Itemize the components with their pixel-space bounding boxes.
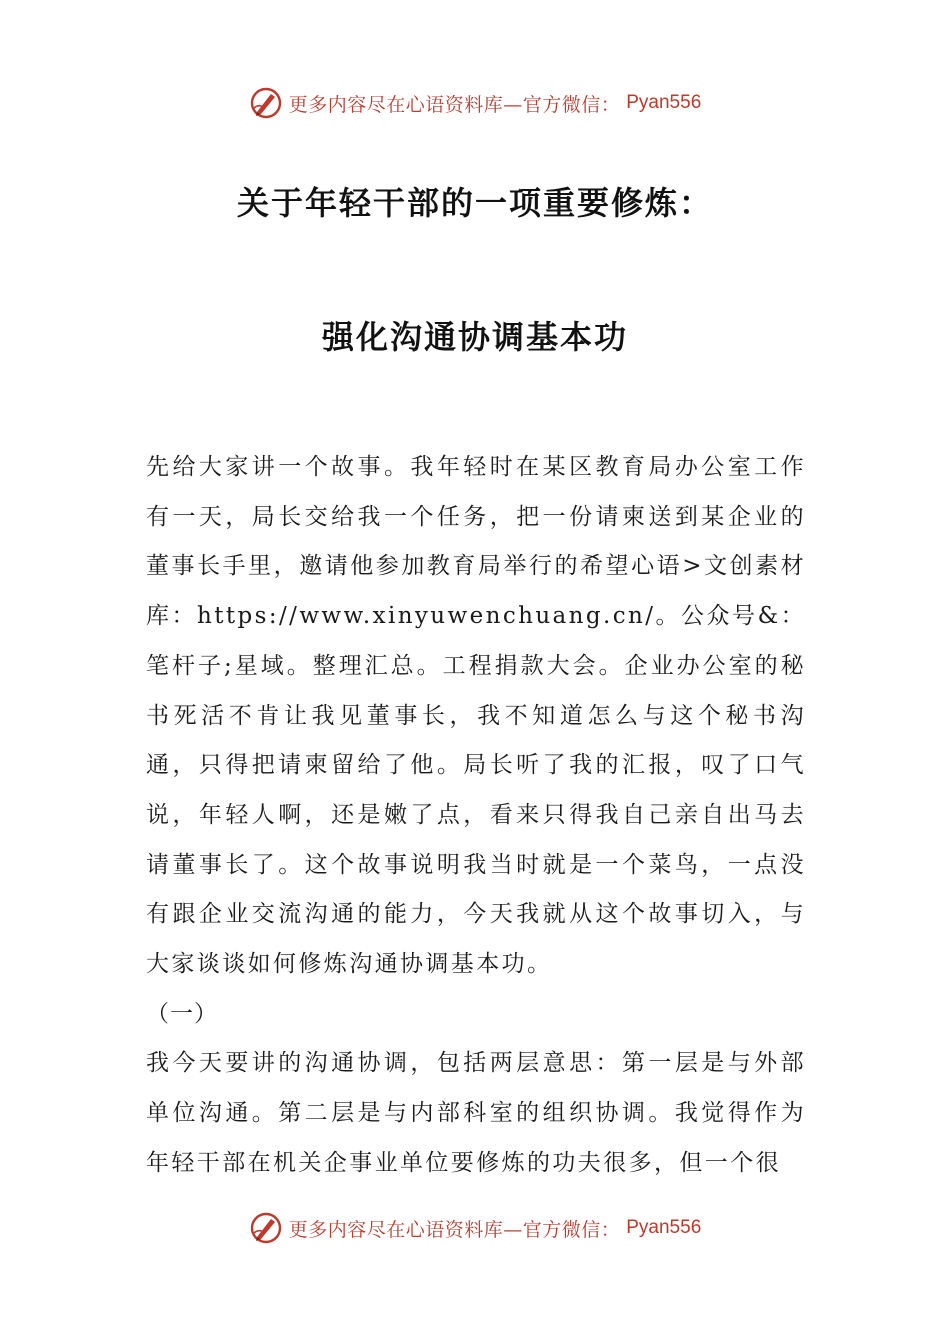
document-title-line1: 关于年轻干部的一项重要修炼： — [236, 184, 713, 222]
footer-banner-wechat-id: Pyan556 — [626, 1217, 702, 1238]
body-paragraph-2: 我今天要讲的沟通协调，包括两层意思：第一层是与外部单位沟通。第二层是与内部科室的组织协调。我觉得作为年轻干部在机关企事业单位要修炼的功夫很多，但一个很 — [146, 1050, 806, 1176]
header-banner-wechat-id: Pyan556 — [626, 92, 702, 113]
footer-banner-text: 更多内容尽在心语资料库—官方微信： — [288, 1218, 621, 1241]
document-title-line2: 强化沟通协调基本功 — [321, 318, 628, 356]
document-body — [146, 443, 806, 1189]
pen-logo-icon — [249, 1211, 283, 1245]
header-banner-text: 更多内容尽在心语资料库—官方微信： — [288, 93, 621, 116]
body-paragraph-1: 先给大家讲一个故事。我年轻时在某区教育局办公室工作有一天，局长交给我一个任务，把一份请柬送到某企业的董事长手里，邀请他参加教育局举行的希望心语>文创素材库：https://www.xinyuwenchuang.cn/。公众号&：笔杆子;星域。整理汇总。工程捐款大会。企业办公室的秘书死活不肯让我见董事长，我不知道怎么与这个秘书沟通，只得把请柬留给了他。局长听了我的汇报，叹了口气说，年轻人啊，还是嫩了点，看来只得我自己亲自出马去请董事长了。这个故事说明我当时就是一个菜鸟，一点没有跟企业交流沟通的能力，今天我就从这个故事切入，与大家谈谈如何修炼沟通协调基本功。 — [146, 454, 806, 978]
header-banner — [0, 83, 950, 123]
pen-logo-icon — [249, 86, 283, 120]
section-mark: （一） — [146, 1000, 218, 1027]
footer-banner — [0, 1208, 950, 1248]
